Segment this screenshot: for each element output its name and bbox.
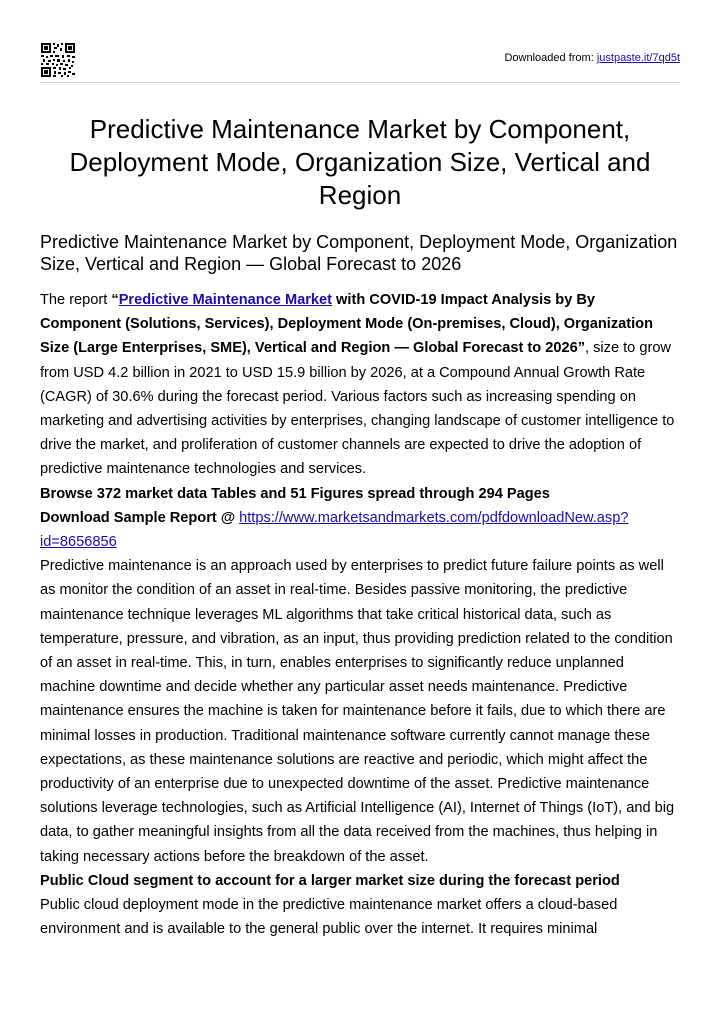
section-heading: Public Cloud segment to account for a larger market size during the forecast period [40,872,620,889]
download-label: Download Sample Report @ [40,509,240,526]
downloaded-label: Downloaded from: [504,52,594,64]
download-link[interactable]: https://www.marketsandmarkets.com/pdfdownloadNew.asp? id=8656856 [40,509,629,551]
download-source [504,52,680,64]
quote-open: “ [111,292,119,308]
download-line [40,506,680,554]
body-paragraph-1: Predictive maintenance is an approach used by enterprises to predict future failure points as well as monitor the condition of an asset in real-time. Besides passive monitoring, the predictive maintenance technique leverages ML algorithms that take critical historical data, such as temperature, pressure, and vibration, as an input, thus providing prediction related to the condition of an asset in real-time. This, in turn, enables enterprises to significantly reduce unplanned machine downtime and decide whether any particular asset needs maintenance. Predictive maintenance ensures the machine is taken for maintenance before it fails, due to which there are minimal losses in production. Traditional maintenance software currently cannot manage these expectations, as these maintenance solutions are reactive and periodic, which might affect the productivity of an enterprise due to unexpected downtime of the asset. Predictive maintenance solutions leverage technologies, such as Artificial Intelligence (AI), Internet of Things (IoT), and big data, to gather meaningful insights from all the data received from the machines, thus helping in taking necessary actions before the breakdown of the asset. [40,558,675,865]
source-link[interactable]: justpaste.it/7qd5t [596,52,680,64]
body-paragraph-2: Public cloud deployment mode in the predictive maintenance market offers a cloud-based environment and is available to the general public over the internet. It requires minimal [40,897,618,938]
article-body [40,288,680,941]
intro-paragraph [40,288,680,482]
report-link[interactable]: Predictive Maintenance Market [118,292,332,308]
browse-line: Browse 372 market data Tables and 51 Figures spread through 294 Pages [40,485,550,502]
page-title: Predictive Maintenance Market by Component, Deployment Mode, Organization Size, Vertical and Region [69,114,651,210]
header-divider [40,82,680,83]
page-subtitle: Predictive Maintenance Market by Component, Deployment Mode, Organization Size, Vertical and Region — Global Forecast to 2026 [40,232,678,274]
qr-code-icon [41,43,75,77]
intro-lead: The report [40,292,112,308]
intro-rest: , size to grow from USD 4.2 billion in 2021 to USD 15.9 billion by 2026, at a Compound Annual Growth Rate (CAGR) of 30.6% during the forecast period. Various factors such as increasing spending on marketing and advertising activities by enterprises, changing landscape of customer intelligence to drive the market, and proliferation of customer channels are expected to drive the adoption of predictive maintenance technologies and services. [40,340,675,478]
report-title-rest: with COVID-19 Impact Analysis by By Component (Solutions, Services), Deployment Mode (On-premises, Cloud), Organization Size (Large Enterprises, SME), Vertical and Region — Global Forecast to 2026” [40,292,653,357]
